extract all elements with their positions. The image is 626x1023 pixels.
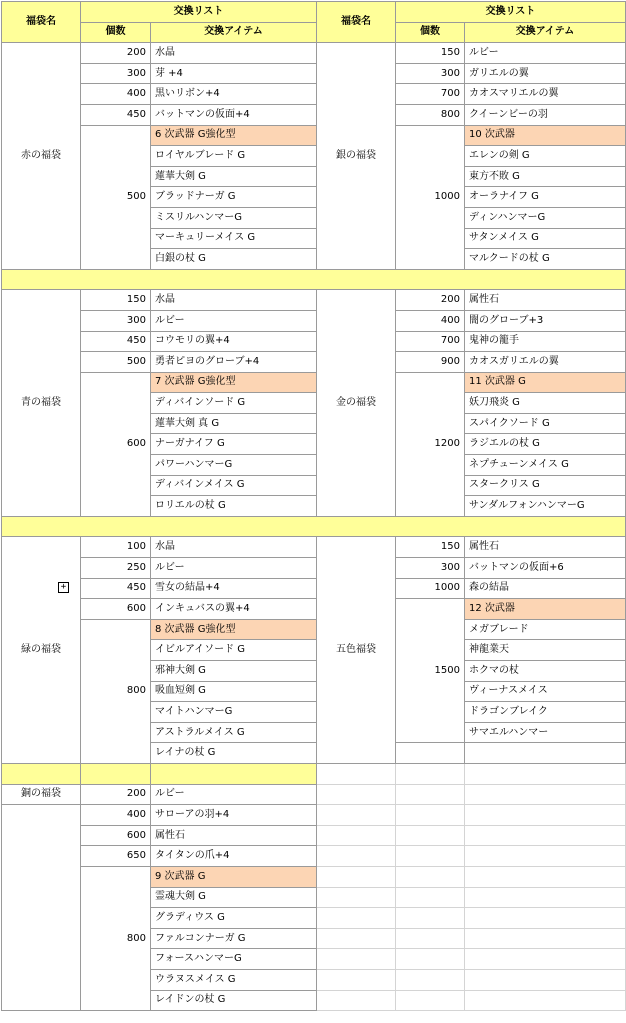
separator-cell [2,763,81,784]
weapon-tier-label: 9 次武器 G [151,866,317,887]
item-name: サローアの羽+4 [151,805,317,826]
item-count: 150 [396,43,465,64]
item-name: タイタンの爪+4 [151,846,317,867]
empty-cell [317,763,396,784]
item-count: 450 [81,578,151,599]
table-row [2,84,626,105]
item-name: パワーハンマーG [151,455,317,476]
empty-cell [396,949,465,970]
table-row [2,310,626,331]
item-name: 吸血短剣 G [151,681,317,702]
table-row [2,331,626,352]
item-count: 650 [81,846,151,867]
item-name: ロイヤルブレード G [151,146,317,167]
item-name: 水晶 [151,43,317,64]
table-row [2,846,626,867]
item-count: 200 [81,784,151,805]
item-name: 属性石 [465,290,626,311]
empty-cell [465,784,626,805]
empty-cell [465,763,626,784]
table-row [2,537,626,558]
exchange-list-header: 交換リスト [396,2,626,23]
item-count: 150 [81,290,151,311]
separator-row [2,269,626,290]
item-count: 800 [81,866,151,1010]
empty-cell [465,887,626,908]
item-name: 闇のグローブ+3 [465,310,626,331]
separator-row [2,763,626,784]
item-name: マイトハンマーG [151,702,317,723]
empty-cell [317,846,396,867]
item-count: 800 [81,619,151,763]
item-count: 200 [81,43,151,64]
item-name: ルビー [151,310,317,331]
empty-cell [465,825,626,846]
item-name: カオスマリエルの翼 [465,84,626,105]
item-name: ディンハンマーG [465,207,626,228]
weapon-tier-label: 7 次武器 G強化型 [151,372,317,393]
item-name: ホクマの杖 [465,661,626,682]
item-name: バットマンの仮面+6 [465,558,626,579]
item-name: ルビー [151,784,317,805]
empty-cell [317,887,396,908]
item-name: 黒いリボン+4 [151,84,317,105]
empty-cell [396,969,465,990]
item-count: 400 [396,310,465,331]
item-count: 300 [396,558,465,579]
item-count: 600 [81,825,151,846]
empty-cell [396,763,465,784]
bag-name-header: 福袋名 [2,2,81,43]
bag-name: 青の福袋 [2,290,81,517]
item-name: マーキュリーメイス G [151,228,317,249]
empty-cell [317,805,396,826]
bag-name: 緑の福袋 [2,537,81,764]
item-count: 300 [81,63,151,84]
table-row [2,578,626,599]
item-name: 邪神大剣 G [151,661,317,682]
item-name: イビルアイソード G [151,640,317,661]
subheader-row [2,22,626,43]
table-row [2,805,626,826]
item-count: 700 [396,84,465,105]
separator-cell [151,763,317,784]
item-name: 雪女の結晶+4 [151,578,317,599]
item-name: 鬼神の籠手 [465,331,626,352]
empty-cell [317,928,396,949]
exchange-list-header: 交換リスト [81,2,317,23]
empty-cell [465,846,626,867]
item-name: 属性石 [465,537,626,558]
item-name: ロリエルの杖 G [151,496,317,517]
empty-cell [396,928,465,949]
table-row [2,125,626,146]
empty-cell [317,969,396,990]
item-name: ディバインソード G [151,393,317,414]
empty-cell [465,949,626,970]
bag-name: 赤の福袋 [2,43,81,270]
empty-cell [396,887,465,908]
item-name: マルクードの杖 G [465,249,626,270]
item-count: 450 [81,331,151,352]
item-name: クイーンビーの羽 [465,104,626,125]
empty-cell [396,805,465,826]
separator-cell [2,269,626,290]
lucky-bag-exchange-table [1,1,626,1011]
item-name: 勇者ピヨのグローブ+4 [151,352,317,373]
item-count: 700 [396,331,465,352]
empty-cell [396,990,465,1011]
table-row [2,825,626,846]
table-row [2,104,626,125]
empty-cell [396,825,465,846]
item-count: 450 [81,104,151,125]
empty-cell [396,743,465,764]
item-name: サマエルハンマー [465,722,626,743]
table-row [2,372,626,393]
bag-name: 銀の福袋 [317,43,396,270]
expand-button[interactable]: + [58,582,69,593]
empty-cell [396,866,465,887]
item-name: ナーガナイフ G [151,434,317,455]
item-name: ヴィーナスメイス [465,681,626,702]
item-name: スタークリス G [465,475,626,496]
empty-cell [465,743,626,764]
empty-cell [2,805,81,1011]
empty-cell [465,990,626,1011]
empty-cell [317,908,396,929]
empty-cell [317,825,396,846]
item-name: ルビー [465,43,626,64]
item-name: 水晶 [151,537,317,558]
empty-cell [317,949,396,970]
item-count: 200 [396,290,465,311]
item-count: 600 [81,372,151,516]
item-count: 300 [396,63,465,84]
item-count: 1000 [396,125,465,269]
item-count: 1500 [396,599,465,743]
table-row [2,352,626,373]
table-row [2,43,626,64]
item-name: オーラナイフ G [465,187,626,208]
bag-name: 五色福袋 [317,537,396,764]
item-name: ドラゴンブレイク [465,702,626,723]
item-name: 蓮華大剣 真 G [151,413,317,434]
item-count: 300 [81,310,151,331]
item-name: レイナの杖 G [151,743,317,764]
count-header: 個数 [396,22,465,43]
item-name: メガブレード [465,619,626,640]
empty-cell [465,928,626,949]
table-row [2,558,626,579]
table-row [2,599,626,620]
item-name: 水晶 [151,290,317,311]
empty-cell [396,846,465,867]
item-name: 霊魂大剣 G [151,887,317,908]
item-name: レイドンの杖 G [151,990,317,1011]
item-name: 森の結晶 [465,578,626,599]
separator-cell [2,516,626,537]
empty-cell [396,908,465,929]
bag-name: 銅の福袋 [2,784,81,805]
item-count: 100 [81,537,151,558]
empty-cell [317,784,396,805]
item-name: ラジエルの杖 G [465,434,626,455]
item-count: 600 [81,599,151,620]
item-count: 900 [396,352,465,373]
item-count: 800 [396,104,465,125]
item-name: 蓮華大剣 G [151,166,317,187]
item-name: 白銀の杖 G [151,249,317,270]
empty-cell [465,908,626,929]
item-count: 500 [81,125,151,269]
item-name: 妖刀飛炎 G [465,393,626,414]
header-row [2,2,626,23]
weapon-tier-label: 6 次武器 G強化型 [151,125,317,146]
item-name: コウモリの翼+4 [151,331,317,352]
item-name: フォースハンマーG [151,949,317,970]
weapon-tier-label: 12 次武器 [465,599,626,620]
table-row [2,619,626,640]
item-name: アストラルメイス G [151,722,317,743]
separator-row [2,516,626,537]
bag-name: 金の福袋 [317,290,396,517]
bag-name-header: 福袋名 [317,2,396,43]
weapon-tier-label: 11 次武器 G [465,372,626,393]
empty-cell [317,866,396,887]
item-name: ミスリルハンマーG [151,207,317,228]
empty-cell [317,990,396,1011]
item-name: ブラッドナーガ G [151,187,317,208]
count-header: 個数 [81,22,151,43]
item-name: インキュバスの翼+4 [151,599,317,620]
empty-cell [396,784,465,805]
item-name: ファルコンナーガ G [151,928,317,949]
item-name: ルビー [151,558,317,579]
item-name: 芽 +4 [151,63,317,84]
item-count: 250 [81,558,151,579]
empty-cell [465,866,626,887]
item-count: 400 [81,84,151,105]
item-name: サンダルフォンハンマーG [465,496,626,517]
item-count: 1000 [396,578,465,599]
item-name: ウラヌスメイス G [151,969,317,990]
item-header: 交換アイテム [151,22,317,43]
item-name: カオスガリエルの翼 [465,352,626,373]
item-count: 500 [81,352,151,373]
item-name: バットマンの仮面+4 [151,104,317,125]
item-count: 150 [396,537,465,558]
table-row [2,63,626,84]
item-name: ネプチューンメイス G [465,455,626,476]
item-name: ガリエルの翼 [465,63,626,84]
item-name: スパイクソード G [465,413,626,434]
weapon-tier-label: 8 次武器 G強化型 [151,619,317,640]
item-count: 1200 [396,372,465,516]
empty-cell [465,969,626,990]
item-name: 属性石 [151,825,317,846]
weapon-tier-label: 10 次武器 [465,125,626,146]
item-name: エレンの剣 G [465,146,626,167]
table-row [2,866,626,887]
table-row [2,290,626,311]
item-count: 400 [81,805,151,826]
item-name: グラディウス G [151,908,317,929]
item-name: ディバインメイス G [151,475,317,496]
item-name: サタンメイス G [465,228,626,249]
empty-cell [465,805,626,826]
item-name: 東方不敗 G [465,166,626,187]
item-header: 交換アイテム [465,22,626,43]
separator-cell [81,763,151,784]
table-row [2,784,626,805]
item-name: 神龍業天 [465,640,626,661]
